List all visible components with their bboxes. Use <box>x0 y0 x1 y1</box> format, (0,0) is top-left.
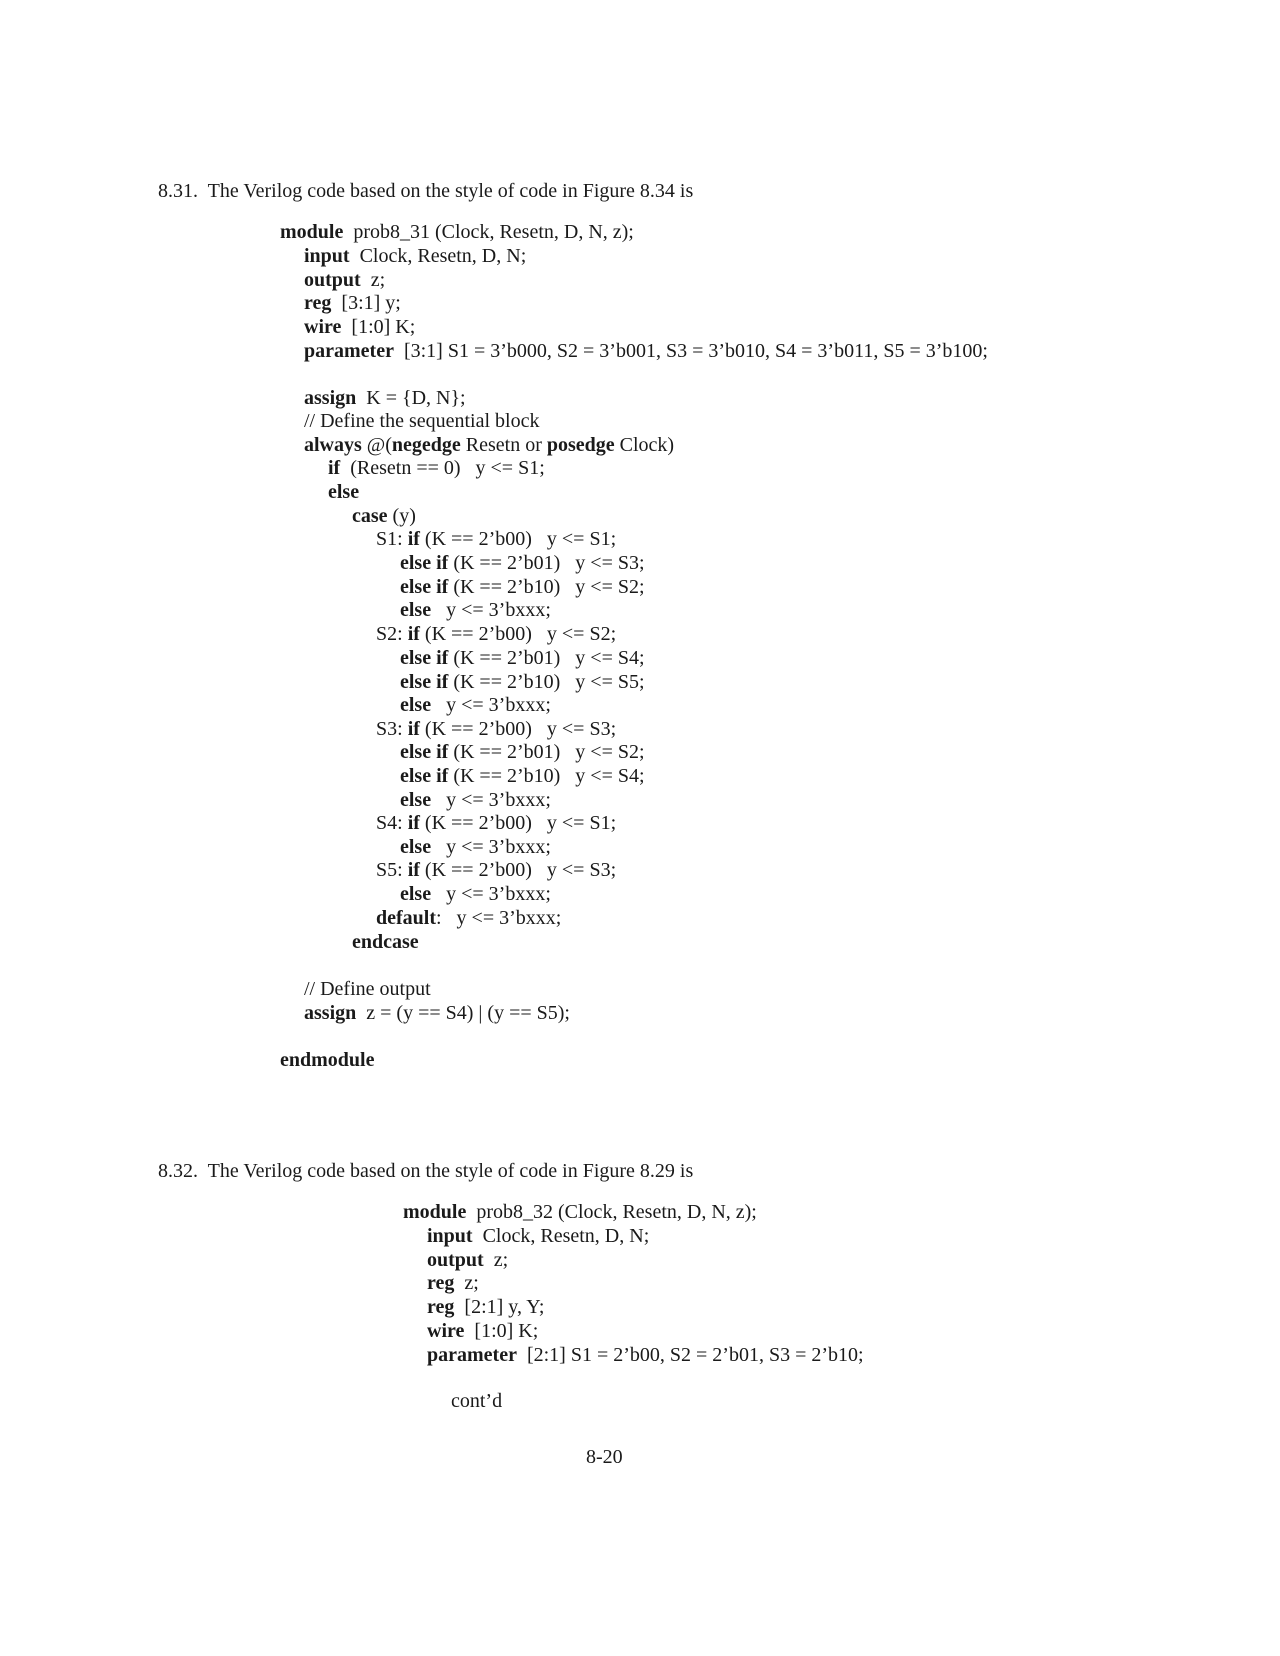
code-line <box>400 575 645 599</box>
code-line <box>400 788 551 812</box>
problem-8-31-heading: 8.31. The Verilog code based on the style of code in Figure 8.34 is <box>158 180 694 202</box>
code-text: S1: <box>376 528 408 550</box>
code-keyword: endmodule <box>280 1049 375 1071</box>
code-text: z; <box>483 1249 509 1271</box>
page-number: 8-20 <box>586 1446 623 1468</box>
code-keyword: reg <box>427 1272 455 1294</box>
code-text: y <= 3’bxxx; <box>431 789 551 811</box>
code-keyword: posedge <box>546 434 615 456</box>
problem-8-32-heading: 8.32. The Verilog code based on the style of code in Figure 8.29 is <box>158 1160 694 1182</box>
code-line <box>280 1048 374 1072</box>
code-line <box>304 1001 570 1025</box>
code-line <box>427 1319 538 1343</box>
code-line <box>427 1248 508 1272</box>
code-line <box>376 527 616 551</box>
code-keyword: if <box>407 528 420 550</box>
code-text: (K == 2’b01) y <= S2; <box>448 741 645 763</box>
code-line <box>400 646 645 670</box>
code-keyword: else <box>400 836 432 858</box>
code-text: prob8_31 (Clock, Resetn, D, N, z); <box>343 221 634 243</box>
code-text: (K == 2’b00) y <= S2; <box>419 623 617 645</box>
code-line <box>304 977 431 1001</box>
code-text: y <= 3’bxxx; <box>431 694 551 716</box>
code-text: (K == 2’b00) y <= S3; <box>419 859 617 881</box>
code-text: (K == 2’b00) y <= S1; <box>419 812 617 834</box>
code-text: cont’d <box>451 1390 503 1412</box>
code-text: @( <box>361 434 392 456</box>
code-line <box>376 717 616 741</box>
code-keyword: if <box>407 718 420 740</box>
code-text: y <= 3’bxxx; <box>431 883 551 905</box>
code-text: Clock, Resetn, D, N; <box>472 1225 650 1247</box>
code-text: [3:1] y; <box>331 292 401 314</box>
code-text: z = (y == S4) | (y == S5); <box>356 1002 570 1024</box>
code-keyword: always <box>304 434 362 456</box>
code-line <box>427 1295 544 1319</box>
code-line <box>376 811 616 835</box>
code-text: (K == 2’b00) y <= S1; <box>419 528 617 550</box>
code-keyword: output <box>427 1249 484 1271</box>
code-keyword: input <box>427 1225 473 1247</box>
code-text: : y <= 3’bxxx; <box>436 907 562 929</box>
code-keyword: else if <box>400 576 449 598</box>
code-line <box>400 670 645 694</box>
code-keyword: if <box>407 859 420 881</box>
code-text: (K == 2’b00) y <= S3; <box>419 718 617 740</box>
code-text: K = {D, N}; <box>356 387 466 409</box>
code-text: (K == 2’b10) y <= S4; <box>448 765 645 787</box>
code-line <box>304 315 415 339</box>
code-keyword: else <box>400 599 432 621</box>
code-line <box>400 598 551 622</box>
code-keyword: else if <box>400 552 449 574</box>
code-keyword: else <box>400 789 432 811</box>
code-line <box>403 1200 757 1224</box>
code-line <box>400 882 551 906</box>
code-keyword: parameter <box>427 1344 517 1366</box>
code-line <box>376 858 616 882</box>
code-text: [1:0] K; <box>341 316 416 338</box>
code-line <box>304 433 674 457</box>
code-keyword: else if <box>400 671 449 693</box>
code-keyword: else <box>328 481 360 503</box>
code-text: Clock) <box>614 434 675 456</box>
code-keyword: module <box>280 221 344 243</box>
code-line <box>400 835 551 859</box>
code-line <box>427 1343 864 1367</box>
code-keyword: endcase <box>352 931 419 953</box>
code-text: S3: <box>376 718 408 740</box>
code-line <box>304 291 401 315</box>
code-keyword: if <box>328 457 341 479</box>
code-keyword: else if <box>400 765 449 787</box>
code-text: S4: <box>376 812 408 834</box>
code-keyword: reg <box>304 292 332 314</box>
code-text: (K == 2’b10) y <= S5; <box>448 671 645 693</box>
code-text: prob8_32 (Clock, Resetn, D, N, z); <box>466 1201 757 1223</box>
code-line <box>427 1224 649 1248</box>
code-line <box>400 740 645 764</box>
code-keyword: wire <box>427 1320 465 1342</box>
code-line <box>352 930 419 954</box>
code-text: (K == 2’b01) y <= S4; <box>448 647 645 669</box>
code-line <box>376 622 616 646</box>
code-line <box>376 906 561 930</box>
code-line <box>400 551 645 575</box>
code-keyword: else <box>400 694 432 716</box>
code-line <box>352 504 416 528</box>
code-line <box>304 268 385 292</box>
code-keyword: default <box>376 907 436 929</box>
code-line <box>451 1389 502 1413</box>
code-text: y <= 3’bxxx; <box>431 599 551 621</box>
code-keyword: reg <box>427 1296 455 1318</box>
code-text: [3:1] S1 = 3’b000, S2 = 3’b001, S3 = 3’b010, S4 = 3’b011, S5 = 3’b100; <box>393 340 988 362</box>
code-line <box>280 220 634 244</box>
code-keyword: else <box>400 883 432 905</box>
code-line <box>400 764 645 788</box>
code-text: S2: <box>376 623 408 645</box>
code-text: [1:0] K; <box>464 1320 539 1342</box>
code-line <box>427 1271 479 1295</box>
code-text: Clock, Resetn, D, N; <box>349 245 527 267</box>
code-keyword: if <box>407 623 420 645</box>
code-text: // Define the sequential block <box>304 410 540 432</box>
code-text: [2:1] S1 = 2’b00, S2 = 2’b01, S3 = 2’b10; <box>516 1344 864 1366</box>
code-text: z; <box>454 1272 479 1294</box>
code-line <box>400 693 551 717</box>
code-keyword: negedge <box>391 434 461 456</box>
code-keyword: else if <box>400 741 449 763</box>
code-text: z; <box>360 269 386 291</box>
code-line <box>304 386 466 410</box>
code-keyword: else if <box>400 647 449 669</box>
code-keyword: assign <box>304 387 357 409</box>
code-text: Resetn or <box>460 434 547 456</box>
code-keyword: input <box>304 245 350 267</box>
code-text: (K == 2’b10) y <= S2; <box>448 576 645 598</box>
code-line <box>304 244 526 268</box>
code-keyword: assign <box>304 1002 357 1024</box>
code-keyword: wire <box>304 316 342 338</box>
code-text: (Resetn == 0) y <= S1; <box>340 457 545 479</box>
code-keyword: module <box>403 1201 467 1223</box>
code-text: // Define output <box>304 978 431 1000</box>
code-text: (K == 2’b01) y <= S3; <box>448 552 645 574</box>
code-text: [2:1] y, Y; <box>454 1296 545 1318</box>
code-text: S5: <box>376 859 408 881</box>
code-keyword: if <box>407 812 420 834</box>
code-keyword: case <box>352 505 388 527</box>
code-line <box>304 409 539 433</box>
code-line <box>328 456 545 480</box>
code-text: (y) <box>387 505 416 527</box>
code-line <box>304 339 988 363</box>
code-text: y <= 3’bxxx; <box>431 836 551 858</box>
code-keyword: parameter <box>304 340 394 362</box>
code-line <box>328 480 359 504</box>
code-keyword: output <box>304 269 361 291</box>
